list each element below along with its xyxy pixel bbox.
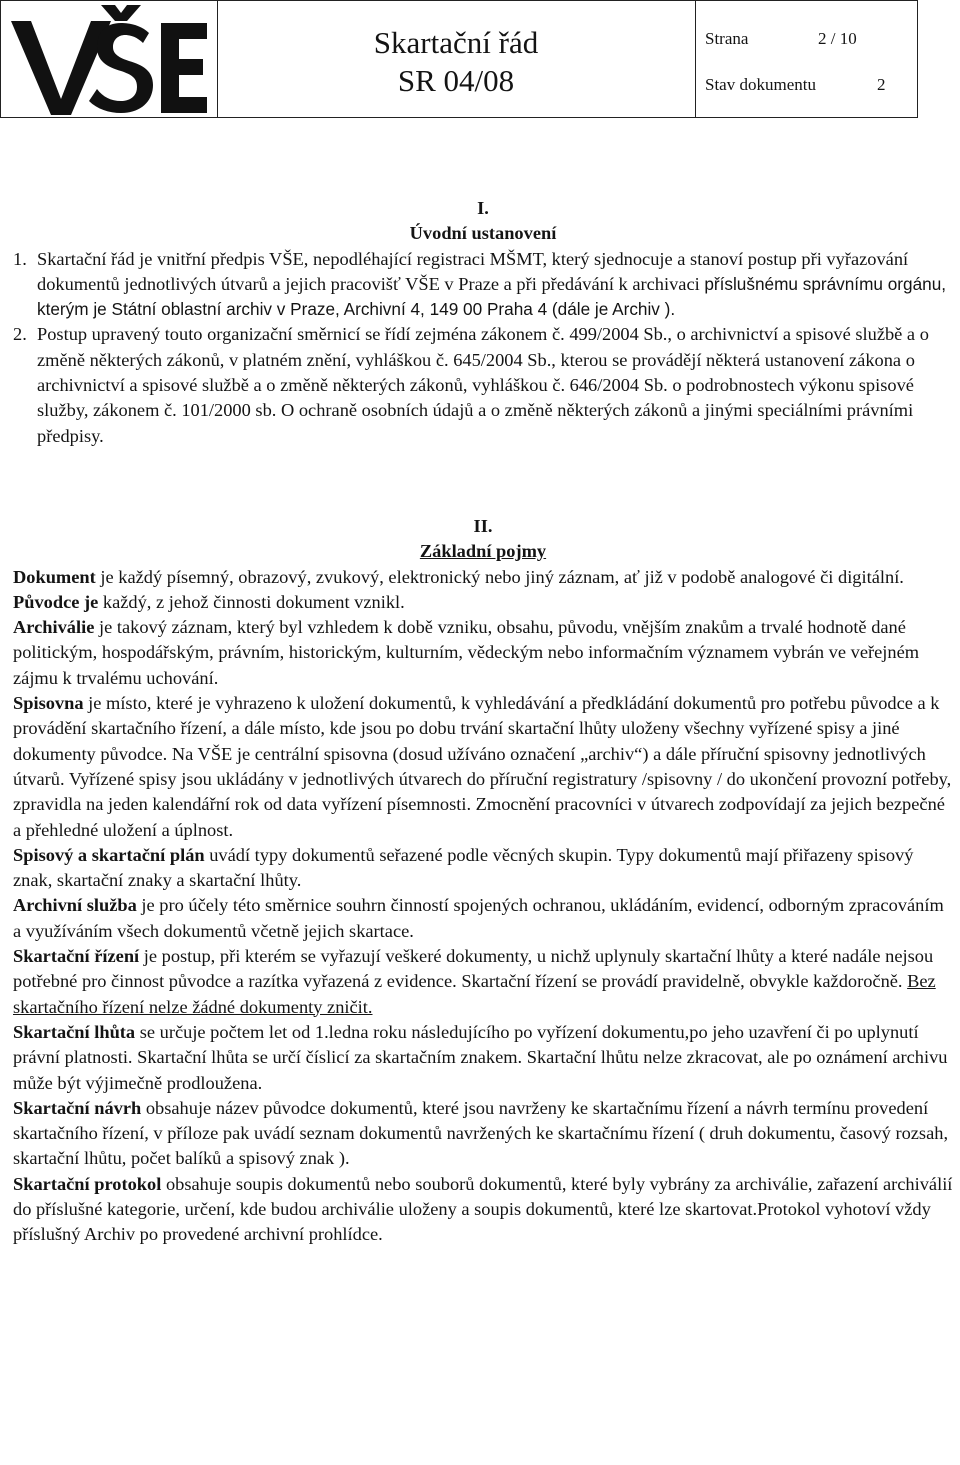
definition-spisovy-plan [13,843,953,894]
definition-term: Původce je [13,591,99,612]
definition-term: Spisový a skartační plán [13,844,205,865]
status-label: Stav dokumentu [705,75,816,94]
definition-archivni-sluzba [13,893,953,944]
definition-skartacni-rizeni [13,944,953,1020]
definition-term: Skartační návrh [13,1097,142,1118]
list-item-text: Postup upravený touto organizační směrnicí se řídí zejména zákonem č. 499/2004 Sb., o archivnictví a spisové službě a o změně některých zákonů, v platném znění, vyhláškou č. 645/2004 Sb., kterou se provádějí některá ustanovení zákona o archivnictví a spisové službě a o změně některých zákonů, vyhláškou č. 646/2004 Sb. o podrobnostech výkonu spisové služby, zákonem č. 101/2000 sb. O ochraně osobních údajů a o změně některých zákonů a jinými speciálními právními předpisy. [37,324,929,446]
definition-text: je takový záznam, který byl vzhledem k době vzniku, obsahu, původu, vnějším znakům a trvalé hodnotě dané politickým, hospodářským, právním, historickým, kulturním, vědeckým nebo informačním významem vybrán ve veřejném zájmu k trvalému uchování. [13,617,920,688]
document-code: SR 04/08 [397,63,515,98]
definition-text: je každý písemný, obrazový, zvukový, elektronický nebo jiný záznam, ať již v podobě analogové či digitální. [95,566,904,587]
definition-text: obsahuje soupis dokumentů nebo souborů dokumentů, které byly vybrány za archiválie, zařazení archiválií do příslušné kategorie, určení, kde budou archiválie uloženy a soupis dokumentů, které lze skartovat.Protokol vyhotoví vždy příslušný Archiv po provedené archivní prohlídce. [13,1173,953,1245]
status-row [705,74,909,96]
section-1-list [13,247,953,449]
document-title: Skartační řád [373,25,539,60]
definition-text: je postup, při kterém se vyřazují veškeré dokumenty, u nichž uplynuly skartační lhůty a které nadále nejsou potřebné pro činnost původce a razítka vyřazená z evidence. Skartační řízení se provádí pravidelně, obvykle každoročně. [13,946,934,992]
definition-text: uvádí typy dokumentů seřazené podle věcných skupin. Typy dokumentů mají přiřazeny spisový znak, skartační znaky a skartační lhůty. [13,844,914,891]
definition-text: obsahuje název původce dokumentů, které jsou navrženy ke skartačnímu řízení a návrh termínu provedení skartačního řízení, v příloze pak uvádí seznam dokumentů navržených ke skartačnímu řízení ( druh dokumentu, časový rozsah, skartační lhůtu, počet balíků a spisový znak ). [13,1097,949,1169]
logo-cell [1,1,218,117]
section-spacer [13,449,953,514]
definition-text: každý, z jehož činnosti dokument vznikl. [98,591,405,612]
definition-text: se určuje počtem let od 1.ledna roku následujícího po vyřízení dokumentu,po jeho uzavření či po uplynutí právní platnosti. Skartační lhůta se určí číslicí za skartačním znakem. Skartační lhůtu nelze zkracovat, ale po oznámení archivu může být výjimečně prodloužena. [13,1021,948,1093]
definition-text: je pro účely této směrnice souhrn činností spojených ochranou, ukládáním, evidencí, odborným zpracováním a využíváním všech dokumentů včetně jejich skartace. [13,895,944,941]
section-1-title: Úvodní ustanovení [409,223,557,244]
definition-term: Skartační lhůta [13,1021,136,1042]
page-row [705,28,909,50]
section-2-title: Základní pojmy [419,541,547,562]
section-1-number: I. [477,198,489,218]
title-cell [217,1,696,117]
definition-skartacni-protokol [13,1172,953,1248]
page-label: Strana [705,29,749,48]
page-value: 2 / 10 [818,29,857,48]
list-item-number: 2. [13,324,27,345]
definition-term: Skartační řízení [13,946,140,967]
definition-term: Skartační protokol [13,1173,162,1194]
list-item-number: 1. [13,248,27,269]
definition-text: je místo, které je vyhrazeno k uložení dokumentů, k vyhledávání a předkládání dokumentů pro potřebu původce a k provádění skartačního řízení, a dále místo, kde jsou po dobu trvání skartační lhůty uloženy všechny vyřízené spisy a jiné dokumenty původce. Na VŠE je centrální spisovna (dosud užíváno označení „archiv“) a dále příruční spisovny jednotlivých útvarů. Vyřízené spisy jsou ukládány v jednotlivých útvarech do příruční registratury /spisovny / do ukončení provozní potřeby, zpravidla na jeden kalendářní rok od data vyřízení písemnosti. Zmocnění pracovníci v útvarech zodpovídají za jejich bezpečné a přehledné uložení a úplnost. [13,693,952,840]
definition-term: Spisovna [13,693,84,714]
list-item-text: Skartační řád je vnitřní předpis VŠE, nepodléhající registraci MŠMT, který sjednocuje a stanoví postup při vyřazování dokumentů jednotlivých útvarů a jejich pracovišť VŠE v Praze a při předávání k archivaci [37,248,909,294]
definition-dokument [13,565,953,590]
definition-term: Archivní služba [13,895,137,916]
document-header [0,0,918,118]
status-value: 2 [877,75,886,94]
definition-term: Archiválie [13,617,95,638]
section-2-number: II. [473,515,493,536]
definition-skartacni-lhuta [13,1020,953,1096]
list-item-text-continued: příslušnému správnímu orgánu, kterým je Státní oblastní archiv v Praze, Archivní 4, 149 00 Praha 4 (dále je Archiv ). [37,273,947,320]
definition-term: Dokument [13,566,96,587]
definition-underlined-text: Bez skartačního řízení nelze žádné dokumenty zničit. [13,971,936,1017]
list-item [13,247,953,323]
definition-puvodce [13,590,953,615]
meta-cell [695,1,917,117]
definition-skartacni-navrh [13,1096,953,1172]
definition-archivalie [13,615,953,691]
list-item [13,322,953,448]
document-body [13,196,953,1248]
vse-logo-icon [9,3,209,115]
definition-spisovna [13,691,953,843]
